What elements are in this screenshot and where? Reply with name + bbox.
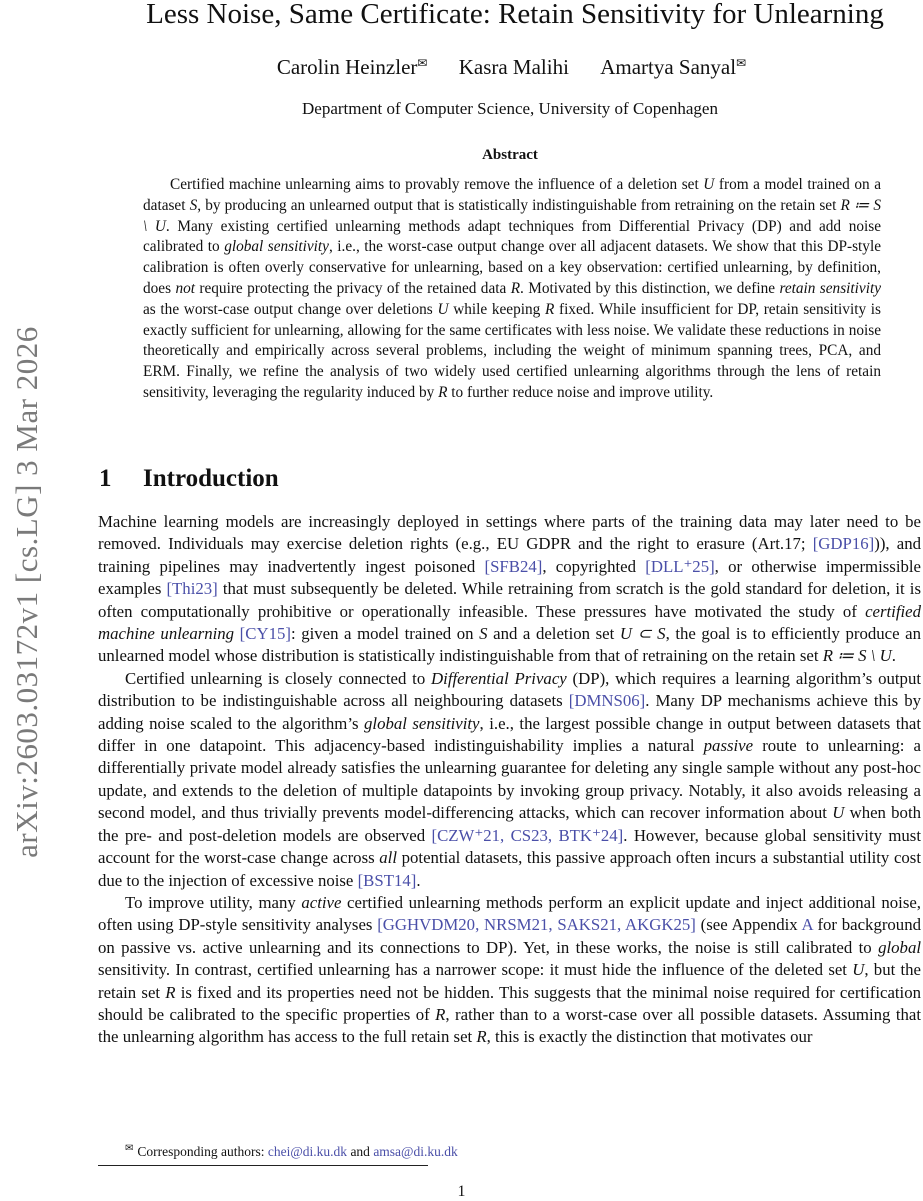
emphasis: Differential Privacy bbox=[431, 668, 567, 688]
emphasis: not bbox=[175, 279, 195, 297]
envelope-icon: ✉ bbox=[417, 56, 428, 70]
citation-link[interactable]: [SFB24] bbox=[484, 556, 543, 576]
text-run: . bbox=[891, 646, 896, 666]
emphasis: global sensitivity bbox=[224, 238, 329, 256]
text-run: (DP), which requires a learning algorithm’s output distribution to be indistinguishable across all neighbouring datasets bbox=[98, 668, 921, 711]
author-name: Carolin Heinzler bbox=[276, 55, 418, 79]
footnote-text: and bbox=[347, 1144, 374, 1159]
emphasis: active bbox=[301, 892, 342, 912]
math-var: U bbox=[437, 300, 449, 318]
text-run: , the goal is to efficiently produce an unlearned model whose distribution is statistically indistinguishable from that of retraining on the retain set bbox=[98, 624, 921, 666]
paragraph-3 bbox=[98, 892, 921, 1049]
text-run: certified unlearning methods perform an explicit update and inject additional noise, often using DP-style sensitivity analyses bbox=[98, 892, 921, 935]
emphasis: retain sensitivity bbox=[779, 279, 881, 297]
math-var: U ⊂ S bbox=[619, 624, 666, 644]
paragraph-1 bbox=[98, 511, 921, 668]
text-run: (see Appendix bbox=[695, 915, 802, 935]
math-var: R bbox=[476, 1027, 487, 1047]
abstract-run: . Motivated by this distinction, we define bbox=[520, 279, 780, 297]
text-run: . Many DP mechanisms achieve this by adding noise scaled to the algorithm’s bbox=[98, 691, 921, 733]
text-run: To improve utility, many bbox=[125, 892, 302, 912]
text-run: , or otherwise impermissible examples bbox=[98, 556, 921, 599]
text-run: : given a model trained on bbox=[290, 624, 480, 644]
emphasis: passive bbox=[703, 736, 754, 756]
abstract-run: require protecting the privacy of the retained data bbox=[195, 279, 511, 297]
page-number: 1 bbox=[457, 1183, 466, 1200]
text-run: )), and training pipelines may inadvertently ingest poisoned bbox=[98, 534, 922, 576]
math-var: U bbox=[703, 176, 715, 193]
abstract-run: , i.e., the worst-case output change over all adjacent datasets. We show that this DP-style calibration is often overly conservative for unlearning, based on a key observation: certified unlearning, by definition, does bbox=[143, 238, 881, 297]
text-run: Certified unlearning is closely connected to bbox=[125, 668, 432, 688]
emphasis: all bbox=[379, 848, 397, 868]
arxiv-identifier: arXiv:2603.03172v1 [cs.LG] 3 Mar 2026 bbox=[9, 326, 44, 858]
math-var: R bbox=[435, 1004, 446, 1024]
citation-link[interactable]: [DLL⁺25] bbox=[645, 556, 715, 576]
citation-link[interactable]: [GDP16] bbox=[812, 534, 875, 554]
text-run: that must subsequently be deleted. While retraining from scratch is the gold standard for deletion, it is often computationally prohibitive or operationally infeasible. These pressures have motivated the study of bbox=[98, 579, 921, 621]
footnote-text: Corresponding authors: bbox=[137, 1144, 268, 1159]
text-run: potential datasets, this passive approach often incurs a substantial utility cost due to the injection of excessive noise bbox=[98, 848, 921, 890]
author-1 bbox=[277, 55, 428, 79]
abstract-run: while keeping bbox=[448, 300, 545, 318]
emphasis: global bbox=[878, 937, 921, 957]
footnote bbox=[125, 1143, 458, 1160]
math-var: U bbox=[852, 960, 865, 980]
math-var: S bbox=[189, 196, 198, 214]
text-run: and a deletion set bbox=[487, 624, 620, 644]
text-run: is fixed and its properties need not be hidden. This suggests that the minimal noise required for certification should be calibrated to the specific properties of bbox=[98, 982, 921, 1024]
math-var: R bbox=[544, 300, 555, 318]
text-run: . However, because global sensitivity must account for the worst-case change across bbox=[98, 825, 921, 868]
section-heading bbox=[99, 465, 279, 493]
abstract-run: Certified machine unlearning aims to provably remove the influence of a deletion set bbox=[170, 176, 704, 193]
citation-link[interactable]: [DMNS06] bbox=[568, 691, 646, 711]
abstract-text bbox=[143, 175, 881, 404]
math-var: S bbox=[479, 624, 488, 644]
math-var: R ≔ S \ U bbox=[822, 646, 892, 666]
author-3 bbox=[600, 55, 746, 79]
envelope-icon: ✉ bbox=[736, 56, 747, 70]
author-2 bbox=[459, 55, 569, 79]
text-run: sensitivity. In contrast, certified unlearning has a narrower scope: it must hide the influence of the deleted set bbox=[98, 960, 853, 980]
abstract-run: . Many existing certified unlearning methods adapt techniques from Differential Privacy (DP) and add noise calibrated to bbox=[143, 217, 881, 256]
paper-title: Less Noise, Same Certificate: Retain Sensitivity for Unlearning bbox=[146, 0, 884, 30]
math-var: R bbox=[438, 383, 448, 401]
text-run: for background on passive vs. active unlearning and its connections to DP). Yet, in these works, the noise is still calibrated to bbox=[98, 915, 921, 957]
section-title: Introduction bbox=[143, 465, 279, 492]
envelope-icon: ✉ bbox=[125, 1143, 134, 1154]
author-name: Kasra Malihi bbox=[458, 55, 569, 79]
email-link[interactable]: chei@di.ku.dk bbox=[267, 1144, 348, 1159]
affiliation: Department of Computer Science, University of Copenhagen bbox=[302, 99, 718, 118]
abstract-run: as the worst-case output change over deletions bbox=[143, 300, 438, 318]
citation-link[interactable]: [GGHVDM20, NRSM21, SAKS21, AKGK25] bbox=[377, 915, 696, 935]
citation-link[interactable]: [CZW⁺21, CS23, BTK⁺24] bbox=[431, 825, 624, 845]
author-name: Amartya Sanyal bbox=[600, 55, 737, 79]
abstract-run: fixed. While insufficient for DP, retain sensitivity is exactly sufficient for unlearning, allowing for the same certificates with less noise. We validate these reductions in noise theoretically and empirically across several problems, including the weight of minimum spanning trees, PCA, and ERM. Finally, we refine the analysis of two widely used certified unlearning algorithms through the lens of retain sensitivity, leveraging the regularity induced by bbox=[143, 300, 881, 401]
author-list bbox=[100, 55, 923, 80]
paragraph-2 bbox=[98, 668, 921, 892]
citation-link[interactable]: [CY15] bbox=[239, 624, 291, 644]
email-link[interactable]: amsa@di.ku.dk bbox=[373, 1144, 458, 1159]
intro-body bbox=[98, 511, 921, 1049]
text-run: Machine learning models are increasingly deployed in settings where parts of the training data may later need to be removed. Individuals may exercise deletion rights (e.g., EU GDPR and the right to erasure (Art.17; bbox=[98, 512, 921, 554]
text-run: , i.e., the largest possible change in output between datasets that differ in one datapoint. This adjacency-based indistinguishability implies a natural bbox=[98, 713, 921, 756]
footnote-rule bbox=[98, 1165, 428, 1166]
text-run: . bbox=[416, 870, 421, 890]
text-run: , rather than to a worst-case over all possible datasets. Assuming that the unlearning algorithm has access to the full retain set bbox=[98, 1004, 922, 1047]
citation-link[interactable]: [Thi23] bbox=[166, 579, 218, 599]
abstract-heading: Abstract bbox=[482, 147, 538, 163]
appendix-link[interactable]: A bbox=[801, 915, 813, 935]
math-var: R bbox=[510, 279, 521, 297]
text-run: when both the pre- and post-deletion models are observed bbox=[98, 803, 921, 845]
math-var: U bbox=[832, 803, 845, 823]
section-number: 1 bbox=[99, 465, 112, 492]
abstract-run: to further reduce noise and improve utility. bbox=[447, 383, 714, 401]
emphasis: global sensitivity bbox=[364, 713, 480, 733]
text-run: , but the retain set bbox=[98, 960, 922, 1002]
math-var: R bbox=[165, 982, 176, 1002]
math-var: R ≔ S \ U bbox=[143, 196, 881, 235]
abstract-run: from a model trained on a dataset bbox=[143, 176, 881, 214]
text-run: , copyrighted bbox=[542, 556, 646, 576]
abstract-run: , by producing an unlearned output that is statistically indistinguishable from retraining on the retain set bbox=[197, 196, 841, 214]
text-run: , this is exactly the distinction that motivates our bbox=[486, 1027, 813, 1047]
emphasis: certified machine unlearning bbox=[98, 601, 921, 644]
text-run: route to unlearning: a differentially private model already satisfies the unlearning guarantee for deleting any single sample without any post-hoc update, and extends to the deletion of multiple datapoints by invoking group privacy. Notably, it also avoids releasing a second model, and thus trivially prevents model-differencing attacks, which can recover information about bbox=[98, 736, 921, 823]
citation-link[interactable]: [BST14] bbox=[357, 870, 417, 890]
